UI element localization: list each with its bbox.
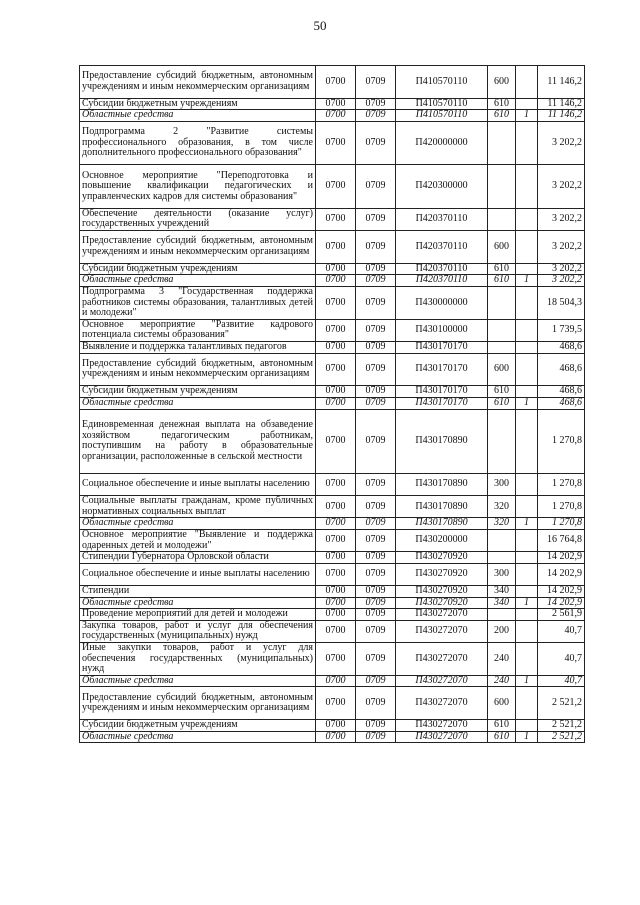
subsection-code: 0709 — [356, 720, 396, 732]
target-article-code: П430170890 — [396, 474, 488, 496]
expense-type-code — [488, 530, 516, 552]
target-article-code: П430270920 — [396, 597, 488, 609]
table-row — [80, 474, 585, 496]
amount: 14 202,9 — [538, 597, 585, 609]
row-name: Предоставление субсидий бюджетным, автономным учреждениям и иным некоммерческим организациям — [80, 687, 316, 720]
funding-source-code: 1 — [516, 397, 538, 409]
section-code: 0700 — [316, 110, 356, 122]
funding-source-code: 1 — [516, 731, 538, 743]
table-row — [80, 98, 585, 110]
amount: 468,6 — [538, 386, 585, 398]
funding-source-code — [516, 230, 538, 263]
target-article-code: П420370110 — [396, 263, 488, 275]
row-name: Областные средства — [80, 731, 316, 743]
section-code: 0700 — [316, 66, 356, 99]
target-article-code: П430170890 — [396, 496, 488, 518]
target-article-code: П420370110 — [396, 275, 488, 287]
target-article-code: П410570110 — [396, 110, 488, 122]
section-code: 0700 — [316, 230, 356, 263]
amount: 1 270,8 — [538, 409, 585, 474]
section-code: 0700 — [316, 386, 356, 398]
subsection-code: 0709 — [356, 496, 396, 518]
section-code: 0700 — [316, 286, 356, 319]
row-name: Социальное обеспечение и иные выплаты населению — [80, 563, 316, 585]
subsection-code: 0709 — [356, 731, 396, 743]
row-name: Стипендии — [80, 586, 316, 598]
amount: 11 146,2 — [538, 66, 585, 99]
row-name: Социальные выплаты гражданам, кроме публичных нормативных социальных выплат — [80, 496, 316, 518]
expense-type-code: 240 — [488, 643, 516, 676]
expense-type-code: 610 — [488, 98, 516, 110]
funding-source-code — [516, 386, 538, 398]
section-code: 0700 — [316, 720, 356, 732]
expense-type-code: 610 — [488, 720, 516, 732]
funding-source-code — [516, 586, 538, 598]
funding-source-code — [516, 208, 538, 230]
section-code: 0700 — [316, 263, 356, 275]
section-code: 0700 — [316, 496, 356, 518]
table-row — [80, 620, 585, 642]
subsection-code: 0709 — [356, 409, 396, 474]
funding-source-code — [516, 609, 538, 621]
subsection-code: 0709 — [356, 609, 396, 621]
subsection-code: 0709 — [356, 675, 396, 687]
budget-table-body — [80, 66, 585, 743]
amount: 16 764,8 — [538, 530, 585, 552]
row-name: Основное мероприятие "Развитие кадрового потенциала системы образования" — [80, 319, 316, 341]
expense-type-code: 610 — [488, 263, 516, 275]
target-article-code: П410570110 — [396, 98, 488, 110]
target-article-code: П430270920 — [396, 563, 488, 585]
funding-source-code — [516, 286, 538, 319]
table-row — [80, 230, 585, 263]
row-name: Закупка товаров, работ и услуг для обеспечения государственных (муниципальных) нужд — [80, 620, 316, 642]
expense-type-code: 610 — [488, 110, 516, 122]
funding-source-code: 1 — [516, 518, 538, 530]
amount: 40,7 — [538, 620, 585, 642]
section-code: 0700 — [316, 208, 356, 230]
table-row — [80, 353, 585, 386]
row-name: Основное мероприятие "Переподготовка и повышение квалификации педагогических и управленческих кадров для системы образования" — [80, 165, 316, 208]
budget-table — [79, 65, 585, 743]
funding-source-code: 1 — [516, 275, 538, 287]
subsection-code: 0709 — [356, 341, 396, 353]
expense-type-code — [488, 208, 516, 230]
row-name: Иные закупки товаров, работ и услуг для обеспечения государственных (муниципальных) нужд — [80, 643, 316, 676]
expense-type-code — [488, 165, 516, 208]
amount: 14 202,9 — [538, 552, 585, 564]
target-article-code: П430170170 — [396, 397, 488, 409]
expense-type-code: 340 — [488, 586, 516, 598]
section-code: 0700 — [316, 165, 356, 208]
target-article-code: П430272070 — [396, 643, 488, 676]
table-row — [80, 263, 585, 275]
amount: 3 202,2 — [538, 230, 585, 263]
row-name: Областные средства — [80, 518, 316, 530]
amount: 14 202,9 — [538, 563, 585, 585]
table-row — [80, 286, 585, 319]
row-name: Обеспечение деятельности (оказание услуг) государственных учреждений — [80, 208, 316, 230]
funding-source-code — [516, 341, 538, 353]
section-code: 0700 — [316, 341, 356, 353]
table-row — [80, 208, 585, 230]
amount: 14 202,9 — [538, 586, 585, 598]
section-code: 0700 — [316, 121, 356, 164]
section-code: 0700 — [316, 275, 356, 287]
section-code: 0700 — [316, 98, 356, 110]
table-row — [80, 720, 585, 732]
expense-type-code: 320 — [488, 496, 516, 518]
section-code: 0700 — [316, 552, 356, 564]
subsection-code: 0709 — [356, 319, 396, 341]
expense-type-code: 200 — [488, 620, 516, 642]
row-name: Областные средства — [80, 397, 316, 409]
amount: 468,6 — [538, 397, 585, 409]
funding-source-code — [516, 720, 538, 732]
table-row — [80, 110, 585, 122]
funding-source-code — [516, 66, 538, 99]
target-article-code: П430170170 — [396, 386, 488, 398]
target-article-code: П430000000 — [396, 286, 488, 319]
section-code: 0700 — [316, 609, 356, 621]
row-name: Областные средства — [80, 275, 316, 287]
table-row — [80, 386, 585, 398]
funding-source-code — [516, 409, 538, 474]
subsection-code: 0709 — [356, 263, 396, 275]
amount: 40,7 — [538, 675, 585, 687]
funding-source-code — [516, 98, 538, 110]
expense-type-code: 610 — [488, 386, 516, 398]
expense-type-code: 600 — [488, 687, 516, 720]
subsection-code: 0709 — [356, 208, 396, 230]
target-article-code: П430170170 — [396, 353, 488, 386]
funding-source-code: 1 — [516, 110, 538, 122]
amount: 468,6 — [538, 341, 585, 353]
row-name: Проведение мероприятий для детей и молодежи — [80, 609, 316, 621]
amount: 3 202,2 — [538, 275, 585, 287]
expense-type-code — [488, 609, 516, 621]
section-code: 0700 — [316, 518, 356, 530]
expense-type-code: 610 — [488, 397, 516, 409]
target-article-code: П430272070 — [396, 687, 488, 720]
row-name: Единовременная денежная выплата на обзаведение хозяйством педагогическим работникам, поступившим на работу в образовательные организации, расположенные в сельской местности — [80, 409, 316, 474]
subsection-code: 0709 — [356, 386, 396, 398]
subsection-code: 0709 — [356, 121, 396, 164]
funding-source-code — [516, 552, 538, 564]
row-name: Предоставление субсидий бюджетным, автономным учреждениям и иным некоммерческим организациям — [80, 230, 316, 263]
expense-type-code: 340 — [488, 597, 516, 609]
amount: 11 146,2 — [538, 98, 585, 110]
target-article-code: П430170890 — [396, 518, 488, 530]
subsection-code: 0709 — [356, 230, 396, 263]
row-name: Областные средства — [80, 597, 316, 609]
expense-type-code — [488, 121, 516, 164]
table-row — [80, 563, 585, 585]
subsection-code: 0709 — [356, 643, 396, 676]
subsection-code: 0709 — [356, 586, 396, 598]
table-row — [80, 121, 585, 164]
target-article-code: П430270920 — [396, 586, 488, 598]
table-row — [80, 675, 585, 687]
table-row — [80, 319, 585, 341]
table-row — [80, 518, 585, 530]
funding-source-code — [516, 319, 538, 341]
amount: 3 202,2 — [538, 121, 585, 164]
target-article-code: П430270920 — [396, 552, 488, 564]
section-code: 0700 — [316, 586, 356, 598]
funding-source-code — [516, 643, 538, 676]
target-article-code: П420300000 — [396, 165, 488, 208]
row-name: Стипендии Губернатора Орловской области — [80, 552, 316, 564]
row-name: Подпрограмма 2 "Развитие системы профессионального образования, в том числе дополнительного профессионального образования" — [80, 121, 316, 164]
section-code: 0700 — [316, 409, 356, 474]
funding-source-code: 1 — [516, 597, 538, 609]
expense-type-code — [488, 341, 516, 353]
table-row — [80, 409, 585, 474]
expense-type-code: 610 — [488, 275, 516, 287]
amount: 3 202,2 — [538, 165, 585, 208]
row-name: Субсидии бюджетным учреждениям — [80, 263, 316, 275]
target-article-code: П420370110 — [396, 230, 488, 263]
row-name: Предоставление субсидий бюджетным, автономным учреждениям и иным некоммерческим организациям — [80, 353, 316, 386]
expense-type-code — [488, 552, 516, 564]
target-article-code: П430170170 — [396, 341, 488, 353]
target-article-code: П430272070 — [396, 620, 488, 642]
amount: 2 521,2 — [538, 720, 585, 732]
row-name: Субсидии бюджетным учреждениям — [80, 720, 316, 732]
row-name: Субсидии бюджетным учреждениям — [80, 98, 316, 110]
amount: 18 504,3 — [538, 286, 585, 319]
expense-type-code — [488, 286, 516, 319]
row-name: Областные средства — [80, 110, 316, 122]
target-article-code: П430170890 — [396, 409, 488, 474]
table-row — [80, 397, 585, 409]
section-code: 0700 — [316, 353, 356, 386]
target-article-code: П430272070 — [396, 731, 488, 743]
table-row — [80, 496, 585, 518]
target-article-code: П430100000 — [396, 319, 488, 341]
subsection-code: 0709 — [356, 687, 396, 720]
subsection-code: 0709 — [356, 563, 396, 585]
target-article-code: П420000000 — [396, 121, 488, 164]
table-row — [80, 66, 585, 99]
expense-type-code: 320 — [488, 518, 516, 530]
expense-type-code: 600 — [488, 230, 516, 263]
amount: 2 521,2 — [538, 731, 585, 743]
table-row — [80, 597, 585, 609]
funding-source-code — [516, 263, 538, 275]
table-row — [80, 165, 585, 208]
section-code: 0700 — [316, 474, 356, 496]
funding-source-code — [516, 353, 538, 386]
funding-source-code — [516, 121, 538, 164]
table-row — [80, 341, 585, 353]
table-row — [80, 586, 585, 598]
funding-source-code — [516, 474, 538, 496]
amount: 40,7 — [538, 643, 585, 676]
subsection-code: 0709 — [356, 286, 396, 319]
row-name: Предоставление субсидий бюджетным, автономным учреждениям и иным некоммерческим организациям — [80, 66, 316, 99]
subsection-code: 0709 — [356, 66, 396, 99]
amount: 1 270,8 — [538, 518, 585, 530]
subsection-code: 0709 — [356, 110, 396, 122]
expense-type-code: 600 — [488, 353, 516, 386]
expense-type-code: 600 — [488, 66, 516, 99]
funding-source-code — [516, 620, 538, 642]
section-code: 0700 — [316, 643, 356, 676]
table-row — [80, 530, 585, 552]
funding-source-code — [516, 165, 538, 208]
subsection-code: 0709 — [356, 275, 396, 287]
amount: 1 270,8 — [538, 474, 585, 496]
amount: 2 521,2 — [538, 687, 585, 720]
subsection-code: 0709 — [356, 530, 396, 552]
expense-type-code: 240 — [488, 675, 516, 687]
subsection-code: 0709 — [356, 620, 396, 642]
subsection-code: 0709 — [356, 518, 396, 530]
funding-source-code — [516, 496, 538, 518]
section-code: 0700 — [316, 397, 356, 409]
table-row — [80, 687, 585, 720]
table-row — [80, 643, 585, 676]
section-code: 0700 — [316, 319, 356, 341]
table-row — [80, 731, 585, 743]
section-code: 0700 — [316, 675, 356, 687]
subsection-code: 0709 — [356, 165, 396, 208]
target-article-code: П430272070 — [396, 720, 488, 732]
section-code: 0700 — [316, 530, 356, 552]
target-article-code: П430200000 — [396, 530, 488, 552]
funding-source-code: 1 — [516, 675, 538, 687]
row-name: Выявление и поддержка талантливых педагогов — [80, 341, 316, 353]
target-article-code: П420370110 — [396, 208, 488, 230]
row-name: Социальное обеспечение и иные выплаты населению — [80, 474, 316, 496]
subsection-code: 0709 — [356, 98, 396, 110]
table-row — [80, 275, 585, 287]
row-name: Областные средства — [80, 675, 316, 687]
section-code: 0700 — [316, 620, 356, 642]
target-article-code: П430272070 — [396, 675, 488, 687]
amount: 11 146,2 — [538, 110, 585, 122]
funding-source-code — [516, 530, 538, 552]
amount: 2 561,9 — [538, 609, 585, 621]
subsection-code: 0709 — [356, 597, 396, 609]
table-row — [80, 609, 585, 621]
amount: 3 202,2 — [538, 263, 585, 275]
subsection-code: 0709 — [356, 474, 396, 496]
target-article-code: П410570110 — [396, 66, 488, 99]
row-name: Субсидии бюджетным учреждениям — [80, 386, 316, 398]
subsection-code: 0709 — [356, 353, 396, 386]
amount: 1 270,8 — [538, 496, 585, 518]
expense-type-code: 300 — [488, 563, 516, 585]
expense-type-code: 610 — [488, 731, 516, 743]
amount: 1 739,5 — [538, 319, 585, 341]
row-name: Подпрограмма 3 "Государственная поддержка работников системы образования, талантливых детей и молодежи" — [80, 286, 316, 319]
subsection-code: 0709 — [356, 397, 396, 409]
subsection-code: 0709 — [356, 552, 396, 564]
amount: 468,6 — [538, 353, 585, 386]
expense-type-code — [488, 319, 516, 341]
section-code: 0700 — [316, 563, 356, 585]
section-code: 0700 — [316, 687, 356, 720]
table-row — [80, 552, 585, 564]
page-number: 50 — [313, 18, 327, 33]
funding-source-code — [516, 563, 538, 585]
row-name: Основное мероприятие "Выявление и поддержка одаренных детей и молодежи" — [80, 530, 316, 552]
expense-type-code — [488, 409, 516, 474]
section-code: 0700 — [316, 597, 356, 609]
amount: 3 202,2 — [538, 208, 585, 230]
funding-source-code — [516, 687, 538, 720]
target-article-code: П430272070 — [396, 609, 488, 621]
section-code: 0700 — [316, 731, 356, 743]
expense-type-code: 300 — [488, 474, 516, 496]
